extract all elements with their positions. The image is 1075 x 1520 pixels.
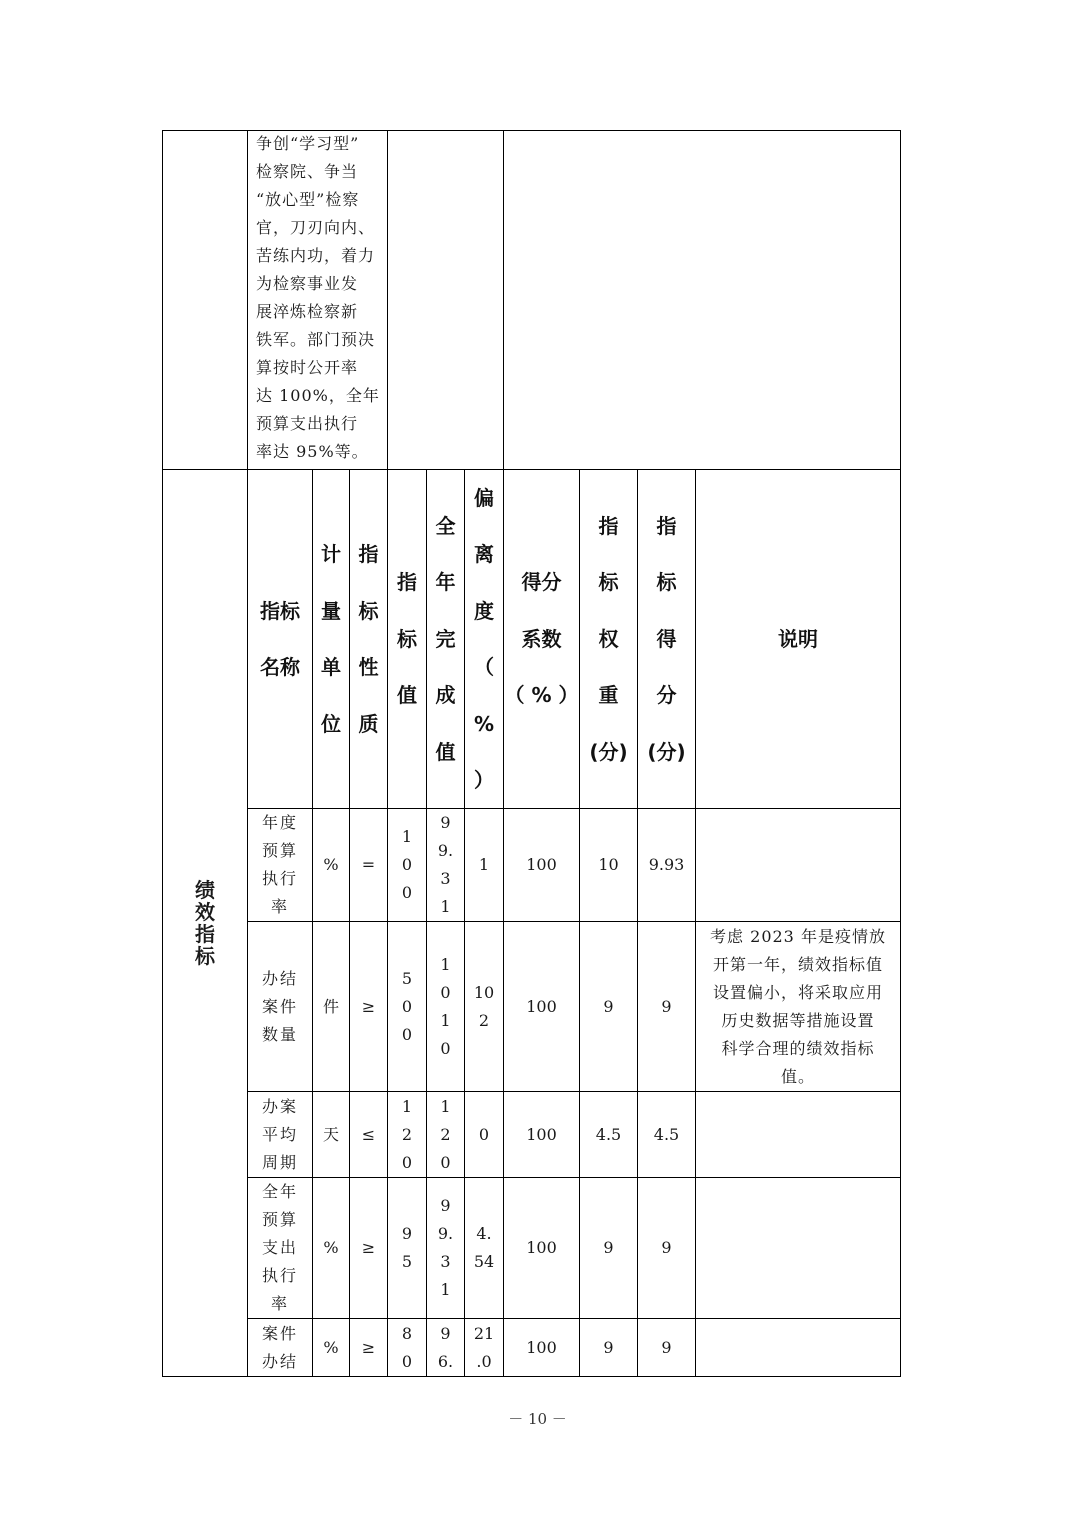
actual-line: 9 <box>440 1323 451 1343</box>
header-line: 分 <box>656 683 677 708</box>
header-line: 重 <box>598 683 619 708</box>
row-3-target <box>388 1092 426 1177</box>
target-line: 2 <box>401 1124 413 1144</box>
target-line: 8 <box>401 1323 413 1343</box>
note-line: 科学合理的绩效指标 <box>721 1039 875 1058</box>
row-4-score <box>638 1178 695 1318</box>
name-line: 办结 <box>261 1351 298 1371</box>
intro-line: 官，刀刃向内、 <box>256 218 376 237</box>
header-note-text: 说明 <box>778 626 818 651</box>
header-score <box>638 470 695 808</box>
actual-line: 3 <box>440 1252 451 1271</box>
header-line: 标 <box>598 570 619 595</box>
name-line: 年度 <box>261 813 298 832</box>
intro-text <box>256 130 384 466</box>
row-3-weight <box>580 1092 637 1177</box>
header-line: 标 <box>656 570 677 595</box>
header-line: 值 <box>397 683 417 708</box>
header-line: 值 <box>435 739 456 764</box>
side-label-char: 绩 <box>195 878 215 902</box>
intro-line: 率达 95%等。 <box>256 442 369 461</box>
nature-value: ≥ <box>361 1337 376 1357</box>
name-line: 案件 <box>261 996 298 1016</box>
unit-value: % <box>323 855 339 874</box>
row-2-coef <box>504 922 579 1091</box>
unit-value: 天 <box>322 1124 339 1144</box>
row-4-weight <box>580 1178 637 1318</box>
note-line: 值。 <box>780 1067 815 1086</box>
header-unit <box>313 470 349 808</box>
row-3-score <box>638 1092 695 1177</box>
actual-line: 1 <box>440 1096 451 1116</box>
target-line: 0 <box>401 996 413 1016</box>
actual-line: 9. <box>437 1224 454 1243</box>
unit-value: % <box>323 1337 339 1357</box>
header-line: 得 <box>656 626 677 651</box>
actual-line: 9 <box>440 1196 451 1215</box>
header-line: (分) <box>589 739 628 764</box>
row-5-score <box>638 1319 695 1376</box>
name-line: 支出 <box>261 1238 298 1257</box>
score-value: 9 <box>661 996 672 1016</box>
side-label-cell <box>163 470 247 1376</box>
score-value: 4.5 <box>653 1124 680 1144</box>
header-line: ） <box>473 768 494 792</box>
target-line: 0 <box>401 1351 413 1371</box>
header-line: 单 <box>321 655 341 679</box>
unit-value: % <box>323 1238 339 1257</box>
actual-line: 9 <box>440 813 451 832</box>
header-line: 名称 <box>260 655 300 679</box>
header-line: 离 <box>473 542 494 566</box>
row-3-coef <box>504 1092 579 1177</box>
actual-line: 0 <box>440 1038 451 1058</box>
intro-line: “放心型”检察 <box>256 190 360 209</box>
row-4-actual <box>427 1178 464 1318</box>
intro-line: 达 100%，全年 <box>256 386 380 405</box>
row-2-nature <box>350 922 387 1091</box>
target-line: 1 <box>401 827 413 846</box>
target-line: 5 <box>401 968 413 988</box>
name-line: 执行 <box>261 1266 298 1285</box>
actual-line: 0 <box>440 982 451 1002</box>
weight-value: 9 <box>603 996 614 1016</box>
intro-line: 检察院、争当 <box>256 162 359 181</box>
side-label-char: 标 <box>195 944 215 968</box>
row-3-name <box>248 1092 312 1177</box>
note-line: 设置偏小，将采取应用 <box>712 983 883 1002</box>
target-line: 9 <box>401 1224 413 1243</box>
intro-line: 争创“学习型” <box>256 134 360 153</box>
header-line: 完 <box>435 626 456 651</box>
actual-line: 6. <box>437 1351 454 1371</box>
row-1-actual <box>427 809 464 921</box>
coef-value: 100 <box>526 1238 557 1257</box>
note-line: 考虑 2023 年是疫情放 <box>710 927 886 946</box>
row-4-nature <box>350 1178 387 1318</box>
row-1-nature <box>350 809 387 921</box>
note-line: 历史数据等措施设置 <box>721 1011 875 1030</box>
header-line: 指 <box>656 513 677 538</box>
deviation-line: 54 <box>473 1252 495 1271</box>
row-1-deviation <box>465 809 503 921</box>
actual-line: 0 <box>440 1152 451 1172</box>
actual-line: 3 <box>440 869 451 888</box>
weight-value: 9 <box>603 1337 614 1357</box>
row-1-target <box>388 809 426 921</box>
score-value: 9 <box>661 1337 672 1357</box>
weight-value: 10 <box>598 855 619 874</box>
row-2-name <box>248 922 312 1091</box>
header-line: （ % ） <box>504 683 579 708</box>
name-line: 率 <box>270 1294 289 1313</box>
actual-line: 1 <box>440 897 451 916</box>
header-line: （ <box>473 655 494 679</box>
header-target <box>388 470 426 808</box>
target-line: 5 <box>401 1252 413 1271</box>
name-line: 周期 <box>261 1152 298 1172</box>
name-line: 率 <box>270 897 289 916</box>
intro-line: 铁军。部门预决 <box>256 330 376 349</box>
page-number: － 10 － <box>508 1410 567 1428</box>
row-2-weight <box>580 922 637 1091</box>
header-line: 指标 <box>260 598 300 623</box>
row-1-name <box>248 809 312 921</box>
header-line: 标 <box>397 626 417 651</box>
header-line: 位 <box>321 711 341 736</box>
row-2-target <box>388 922 426 1091</box>
row-1-score <box>638 809 695 921</box>
deviation-line: .0 <box>476 1351 492 1371</box>
name-line: 全年 <box>261 1182 298 1201</box>
nature-value: ≤ <box>361 1124 376 1144</box>
intro-line: 为检察事业发 <box>256 274 359 293</box>
score-value: 9.93 <box>648 855 685 874</box>
row-2-unit <box>313 922 349 1091</box>
score-value: 9 <box>661 1238 672 1257</box>
row-2-actual <box>427 922 464 1091</box>
name-line: 平均 <box>261 1124 298 1144</box>
row-2-score <box>638 922 695 1091</box>
name-line: 办结 <box>261 968 298 988</box>
header-line: 量 <box>321 598 341 623</box>
weight-value: 4.5 <box>595 1124 622 1144</box>
row-5-name <box>248 1319 312 1376</box>
target-line: 1 <box>401 1096 413 1116</box>
side-label-char: 指 <box>195 922 215 946</box>
header-line: % <box>473 711 495 736</box>
name-line: 数量 <box>261 1024 298 1044</box>
header-note <box>696 470 900 808</box>
header-line: (分) <box>647 739 686 764</box>
header-line: 权 <box>598 626 619 651</box>
target-line: 0 <box>401 1024 413 1044</box>
coef-value: 100 <box>526 1337 557 1357</box>
row-3-deviation <box>465 1092 503 1177</box>
row-4-coef <box>504 1178 579 1318</box>
side-label-char: 效 <box>195 900 215 924</box>
header-line: 全 <box>435 513 456 538</box>
actual-line: 2 <box>440 1124 451 1144</box>
row-3-unit <box>313 1092 349 1177</box>
coef-value: 100 <box>526 1124 557 1144</box>
row-4-name <box>248 1178 312 1318</box>
note-line: 开第一年，绩效指标值 <box>712 955 883 974</box>
name-line: 执行 <box>261 869 298 888</box>
actual-line: 1 <box>440 1280 451 1299</box>
deviation-line: 10 <box>473 982 495 1002</box>
weight-value: 9 <box>603 1238 614 1257</box>
intro-line: 苦练内功，着力 <box>256 246 376 265</box>
header-actual <box>427 470 464 808</box>
header-line: 指 <box>397 570 417 595</box>
header-line: 系数 <box>521 626 562 651</box>
nature-value: ≥ <box>361 996 376 1016</box>
header-name <box>248 470 312 808</box>
deviation-line: 2 <box>478 1010 490 1030</box>
nature-value: = <box>361 855 376 874</box>
header-line: 度 <box>473 598 494 623</box>
name-line: 案件 <box>261 1323 298 1343</box>
deviation-line: 4. <box>476 1224 492 1243</box>
row-1-coef <box>504 809 579 921</box>
row-3-nature <box>350 1092 387 1177</box>
deviation-line: 21 <box>473 1323 495 1343</box>
coef-value: 100 <box>526 855 557 874</box>
nature-value: ≥ <box>361 1238 376 1257</box>
name-line: 预算 <box>261 841 298 860</box>
row-5-target <box>388 1319 426 1376</box>
deviation-line: 0 <box>478 1124 490 1144</box>
intro-line: 预算支出执行 <box>256 414 359 433</box>
header-line: 计 <box>321 542 341 566</box>
target-line: 0 <box>401 883 413 902</box>
header-line: 性 <box>358 655 379 679</box>
header-deviation <box>465 470 503 808</box>
name-line: 预算 <box>261 1210 298 1229</box>
row-4-deviation <box>465 1178 503 1318</box>
row-5-coef <box>504 1319 579 1376</box>
header-line: 成 <box>435 683 456 708</box>
intro-line: 展淬炼检察新 <box>256 302 359 321</box>
row-1-weight <box>580 809 637 921</box>
actual-line: 9. <box>437 841 454 860</box>
header-line: 指 <box>358 542 379 566</box>
row-5-unit <box>313 1319 349 1376</box>
header-line: 标 <box>358 598 379 623</box>
target-line: 0 <box>401 1152 413 1172</box>
row-5-nature <box>350 1319 387 1376</box>
row-5-weight <box>580 1319 637 1376</box>
unit-value: 件 <box>322 996 339 1016</box>
side-label <box>195 879 215 967</box>
row-4-target <box>388 1178 426 1318</box>
row-1-unit <box>313 809 349 921</box>
header-weight <box>580 470 637 808</box>
row-5-deviation <box>465 1319 503 1376</box>
row-2-deviation <box>465 922 503 1091</box>
header-line: 偏 <box>473 485 494 510</box>
row-5-actual <box>427 1319 464 1376</box>
header-line: 质 <box>358 711 379 736</box>
header-line: 得分 <box>521 570 562 595</box>
header-nature <box>350 470 387 808</box>
deviation-line: 1 <box>478 855 490 874</box>
target-line: 0 <box>401 855 413 874</box>
actual-line: 1 <box>440 954 451 974</box>
row-3-actual <box>427 1092 464 1177</box>
header-line: 年 <box>435 570 456 595</box>
actual-line: 1 <box>440 1010 451 1030</box>
row-4-unit <box>313 1178 349 1318</box>
coef-value: 100 <box>526 996 557 1016</box>
name-line: 办案 <box>261 1096 298 1116</box>
header-line: 指 <box>598 513 619 538</box>
row-note <box>697 922 899 1092</box>
header-coef <box>504 470 579 808</box>
intro-line: 算按时公开率 <box>256 358 359 377</box>
